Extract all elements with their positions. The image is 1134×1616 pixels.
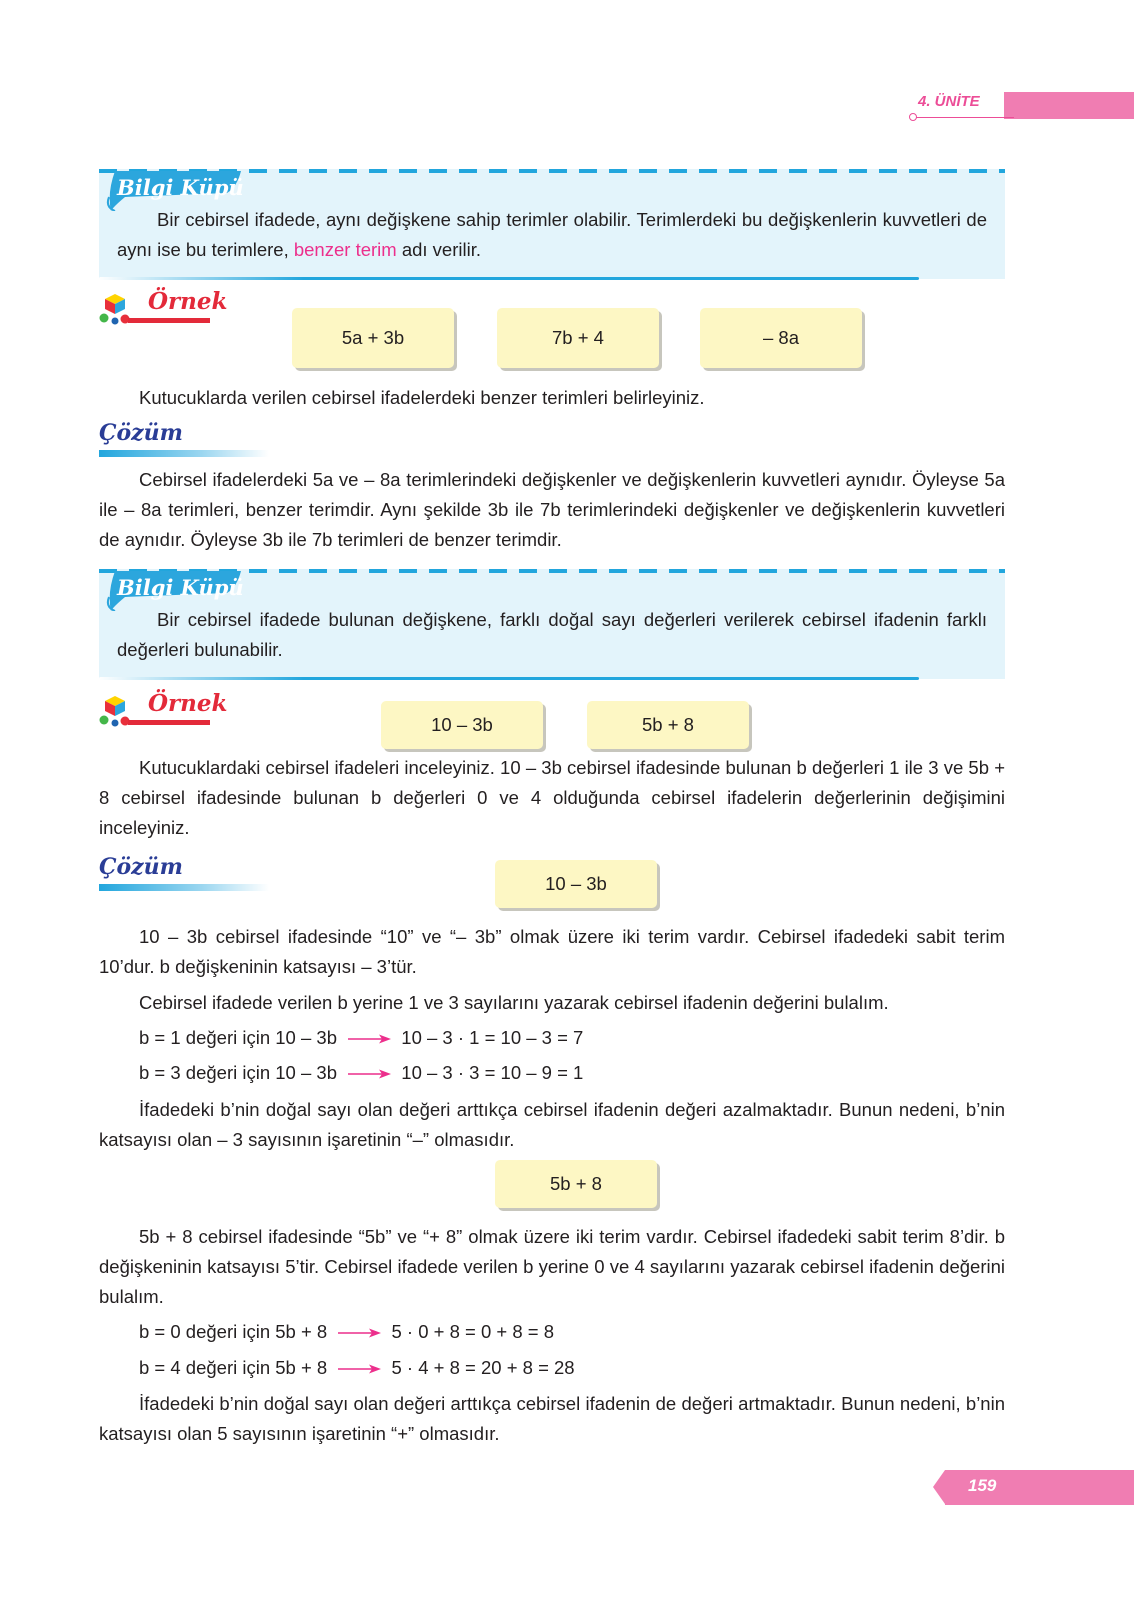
expression-box: 7b + 4 — [497, 308, 659, 368]
ornek-question-1: Kutucuklarda verilen cebirsel ifadelerdeki benzer terimleri belirleyiniz. — [139, 387, 705, 408]
unit-underline — [916, 117, 1014, 118]
cubes-icon — [98, 292, 132, 326]
info-text-1: Bir cebirsel ifadede, aynı değişkene sahip terimler olabilir. Terimlerdeki bu değişkenlerin kuvvetleri de aynı ise bu terimlere, benzer terim adı verilir. — [117, 209, 987, 260]
info-box-2 — [99, 569, 1005, 679]
cozum-paragraph-4: 5b + 8 cebirsel ifadesinde “5b” ve “+ 8” olmak üzere iki terim vardır. Cebirsel ifadedeki sabit terim 8’dir. b değişkeninin katsayısı 5’tir. Cebirsel ifadede verilen b yerine 0 ve 4 sayılarını yazarak cebirsel ifadenin değerini bulalım. — [99, 1226, 1005, 1307]
unit-bar — [1004, 92, 1134, 119]
expression-box: 10 – 3b — [381, 701, 543, 749]
arrow-icon — [346, 1033, 392, 1045]
ornek-bar-1 — [128, 318, 210, 323]
calc-row: b = 4 değeri için 5b + 8 5 · 4 + 8 = 20 + 8 = 28 — [139, 1357, 575, 1378]
info-box-1 — [99, 169, 1005, 279]
info-tag-label: Bilgi Küpü — [117, 575, 244, 600]
expression-box: 5b + 8 — [587, 701, 749, 749]
arrow-icon — [336, 1363, 382, 1375]
cozum-paragraph-1: 10 – 3b cebirsel ifadesinde “10” ve “– 3b” olmak üzere iki terim vardır. Cebirsel ifadedeki sabit terim 10’dur. b değişkeninin katsayısı – 3’tür. — [99, 926, 1005, 977]
calc-row: b = 1 değeri için 10 – 3b 10 – 3 · 1 = 10 – 3 = 7 — [139, 1027, 584, 1048]
expression-box: – 8a — [700, 308, 862, 368]
calc-row: b = 0 değeri için 5b + 8 5 · 0 + 8 = 0 + 8 = 8 — [139, 1321, 555, 1342]
highlight-term: benzer terim — [293, 239, 397, 260]
cozum-label-1: Çözüm — [99, 420, 183, 446]
unit-dot — [909, 113, 917, 121]
cozum-paragraph-5: İfadedeki b’nin doğal sayı olan değeri arttıkça cebirsel ifadenin de değeri artmaktadır. Bunun nedeni, b’nin katsayısı olan 5 sayısının işaretinin “+” olmasıdır. — [99, 1393, 1005, 1444]
ornek-label-1: Örnek — [148, 288, 228, 315]
ornek-bar-2 — [128, 720, 210, 725]
calc-row: b = 3 değeri için 10 – 3b 10 – 3 · 3 = 10 – 9 = 1 — [139, 1062, 584, 1083]
info-text-2: Bir cebirsel ifadede bulunan değişkene, farklı doğal sayı değerleri verilerek cebirsel ifadenin farklı değerleri bulunabilir. — [117, 609, 987, 660]
cozum-paragraph-2: Cebirsel ifadede verilen b yerine 1 ve 3 sayılarını yazarak cebirsel ifadenin değerini bulalım. — [139, 992, 889, 1013]
arrow-icon — [346, 1068, 392, 1080]
ornek-question-2: Kutucuklardaki cebirsel ifadeleri inceleyiniz. 10 – 3b cebirsel ifadesinde bulunan b değerleri 1 ile 3 ve 5b + 8 cebirsel ifadesinde bulunan b değerleri 0 ve 4 olduğunda cebirsel ifadelerin değerlerinin değişimini inceleyiniz. — [99, 757, 1005, 838]
page-number: 159 — [968, 1476, 997, 1495]
info-tag-label: Bilgi Küpü — [117, 175, 244, 200]
expression-box: 5b + 8 — [495, 1160, 657, 1208]
cozum-text-1: Cebirsel ifadelerdeki 5a ve – 8a terimlerindeki değişkenler ve değişkenlerin kuvvetleri aynıdır. Öyleyse 5a ile – 8a terimleri, benzer terimdir. Aynı şekilde 3b ile 7b terimlerindeki değişkenler ve değişkenlerin kuvvetleri de aynıdır. Öyleyse 3b ile 7b terimleri de benzer terimdir. — [99, 469, 1005, 550]
page-bar-notch — [933, 1470, 945, 1504]
cozum-label-2: Çözüm — [99, 854, 183, 880]
expression-box: 10 – 3b — [495, 860, 657, 908]
cozum-paragraph-3: İfadedeki b’nin doğal sayı olan değeri arttıkça cebirsel ifadenin değeri azalmaktadır. Bunun nedeni, b’nin katsayısı olan – 3 sayısının işaretinin “–” olmasıdır. — [99, 1099, 1005, 1150]
expression-box: 5a + 3b — [292, 308, 454, 368]
cozum-bar-1 — [99, 450, 269, 457]
cubes-icon — [98, 694, 132, 728]
unit-label: 4. ÜNİTE — [918, 93, 980, 110]
cozum-bar-2 — [99, 884, 269, 891]
arrow-icon — [336, 1327, 382, 1339]
info-underline — [99, 677, 919, 680]
info-underline — [99, 277, 919, 280]
ornek-label-2: Örnek — [148, 690, 228, 717]
